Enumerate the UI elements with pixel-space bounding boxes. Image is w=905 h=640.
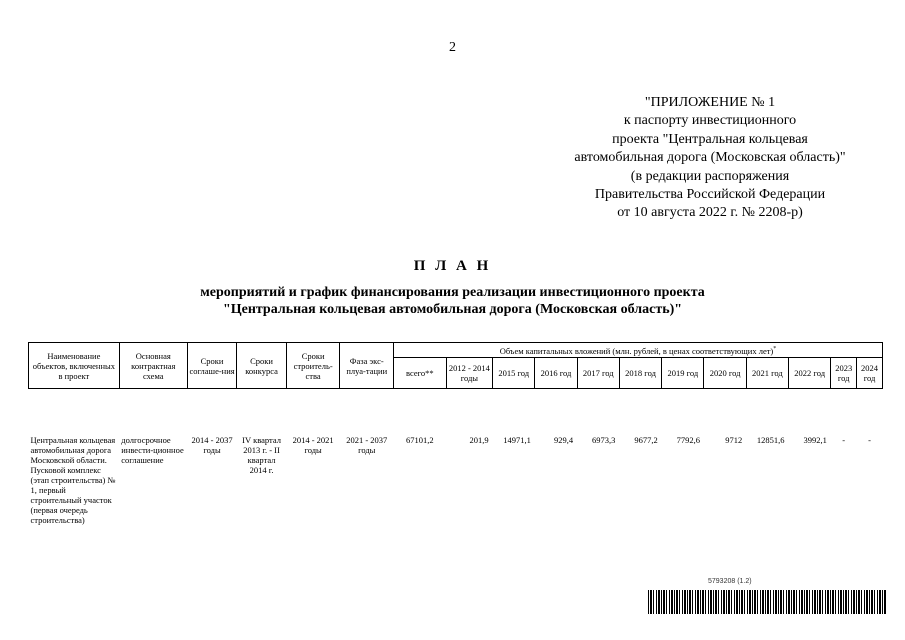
cell-value: 929,4 [554,435,574,445]
cell-value: 67101,2 [406,435,434,445]
footnote-marker: * [773,346,777,353]
header-year: 2017 год [577,358,619,389]
plan-subtitle-line: "Центральная кольцевая автомобильная дорога (Московская область)" [222,302,683,317]
appendix-line: "ПРИЛОЖЕНИЕ № 1 [644,95,776,110]
appendix-header [520,94,900,223]
appendix-line: автомобильная дорога (Московская область)" [574,150,846,166]
header-name: Наименование объектов, включенных в проект [29,343,120,389]
header-construction: Сроки строитель-ства [286,343,340,389]
cell-value: 9677,2 [634,435,658,445]
cell-value: 7792,6 [676,435,700,445]
header-scheme: Основная контрактная схема [119,343,187,389]
cell-scheme: долгосрочное инвести-ционное соглашение [121,435,184,465]
appendix-line: к паспорту инвестиционного [623,113,797,129]
page-number: 2 [449,40,456,55]
header-agreement: Сроки соглаше-ния [187,343,237,389]
appendix-line: (в редакции распоряжения [630,168,790,184]
header-year: 2016 год [535,358,577,389]
barcode [648,590,886,614]
cell-construction: 2014 - 2021 годы [292,435,334,455]
appendix-line: от 10 августа 2022 г. № 2208-р) [617,205,803,221]
cell-value: - [842,435,846,445]
plan-subtitle-line: мероприятий и график финансирования реализации инвестиционного проекта [200,285,705,300]
barcode-label: 5793208 (1.2) [708,578,752,585]
cell-tender: IV квартал 2013 г. - II квартал 2014 г. [242,435,281,475]
cell-value: 6973,3 [592,435,616,445]
cell-value: 12851,6 [756,435,785,445]
cell-name: Центральная кольцевая автомобильная дорога Московской области. Пусковой комплекс (этап строительства) № 1, первый строительный участок (первая очередь строительства) [30,435,116,525]
header-year: 2012 - 2014 годы [446,358,492,389]
cell-operation: 2021 - 2037 годы [346,435,388,455]
header-year: 2024 год [857,358,883,389]
plan-subtitle [0,284,905,318]
header-operation: Фаза экс-плуа-тации [340,343,394,389]
header-year: 2019 год [662,358,704,389]
header-investment-group [394,343,883,358]
header-tender: Сроки конкурса [237,343,287,389]
appendix-line: проекта "Центральная кольцевая [612,131,808,147]
appendix-line: Правительства Российской Федерации [594,187,826,203]
header-year: 2022 год [789,358,831,389]
cell-agreement: 2014 - 2037 годы [191,435,233,455]
header-year: 2015 год [493,358,535,389]
header-year: 2021 год [746,358,788,389]
cell-value: 3992,1 [803,435,827,445]
header-year: 2023 год [831,358,857,389]
header-year: 2020 год [704,358,746,389]
header-year: всего** [394,358,447,389]
cell-value: 9712 [725,435,743,445]
cell-value: 201,9 [469,435,489,445]
header-investment-group-label: Объем капитальных вложений (млн. рублей, в ценах соответствующих лет) [499,345,774,356]
plan-table [28,342,883,525]
header-year: 2018 год [619,358,661,389]
plan-title: П Л А Н [413,258,492,274]
cell-value: - [868,435,871,445]
table-row [29,435,883,525]
cell-value: 14971,1 [503,435,531,445]
